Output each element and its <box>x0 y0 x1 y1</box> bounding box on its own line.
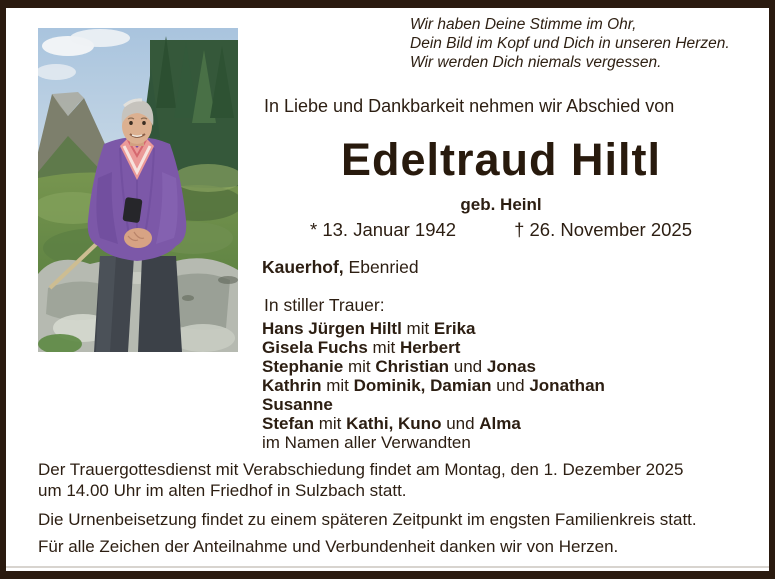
mourner-name: Jonas <box>486 357 536 376</box>
mourner-connector: mit <box>343 357 376 376</box>
mourner-connector: im Namen aller Verwandten <box>262 433 471 452</box>
mourner-connector: und <box>449 357 487 376</box>
mourner-line <box>262 414 605 433</box>
mourner-connector: und <box>441 414 480 433</box>
mourner-name: Erika <box>433 319 476 338</box>
mourner-line <box>262 319 605 338</box>
mourning-label: In stiller Trauer: <box>264 295 385 315</box>
deceased-name: Edeltraud Hiltl <box>340 134 662 185</box>
mourner-name: Stefan <box>262 414 314 433</box>
service-notice-line: um 14.00 Uhr im alten Friedhof in Sulzbach statt. <box>38 481 407 500</box>
epigraph-line: Wir haben Deine Stimme im Ohr, <box>410 16 637 33</box>
mourner-name: Herbert <box>399 338 461 357</box>
funeral-notices <box>38 459 738 557</box>
residence-primary: Kauerhof, <box>262 257 344 277</box>
mourner-name: Christian <box>375 357 450 376</box>
epigraph-line: Dein Bild im Kopf und Dich in unseren Herzen. <box>410 35 730 52</box>
burial-notice-line: Die Urnenbeisetzung findet zu einem späteren Zeitpunkt im engsten Familienkreis statt. <box>38 510 697 529</box>
scan-artifact-line <box>6 566 769 568</box>
mourner-name: Stephanie <box>262 357 344 376</box>
mourner-line <box>262 433 605 452</box>
mourner-name: Gisela Fuchs <box>262 338 368 357</box>
mourner-name: Kathrin <box>262 376 322 395</box>
maiden-name: geb. Heinl <box>460 195 542 214</box>
spacer <box>38 501 738 509</box>
mourner-name: Susanne <box>262 395 333 414</box>
mourner-name: Kathi, Kuno <box>346 414 442 433</box>
death-date: † 26. November 2025 <box>514 219 692 240</box>
mourner-name: Dominik, Damian <box>353 376 492 395</box>
epigraph-line: Wir werden Dich niemals vergessen. <box>410 54 662 71</box>
residence <box>262 257 419 278</box>
portrait-photo-illustration <box>38 28 238 352</box>
mourner-connector: mit <box>321 376 354 395</box>
mourner-connector: mit <box>313 414 347 433</box>
mourner-name: Jonathan <box>529 376 605 395</box>
mourner-connector: und <box>491 376 530 395</box>
mourner-line <box>262 338 605 357</box>
mourner-line <box>262 395 605 414</box>
residence-secondary: Ebenried <box>343 257 419 277</box>
mourner-connector: mit <box>401 319 434 338</box>
mourner-name: Alma <box>479 414 521 433</box>
thanks-notice-line: Für alle Zeichen der Anteilnahme und Verbundenheit danken wir von Herzen. <box>38 537 619 556</box>
service-notice-line: Der Trauergottesdienst mit Verabschiedung findet am Montag, den 1. Dezember 2025 <box>38 460 684 479</box>
mourners-list <box>262 319 605 452</box>
intro-line: In Liebe und Dankbarkeit nehmen wir Abschied von <box>264 96 675 116</box>
mourner-connector: mit <box>367 338 400 357</box>
mourner-name: Hans Jürgen Hiltl <box>262 319 402 338</box>
mourner-line <box>262 376 605 395</box>
main-column <box>262 8 740 463</box>
portrait-photo <box>38 28 238 352</box>
life-dates <box>262 219 740 241</box>
mourner-line <box>262 357 605 376</box>
birth-date: * 13. Januar 1942 <box>310 219 457 240</box>
paper <box>6 8 769 571</box>
